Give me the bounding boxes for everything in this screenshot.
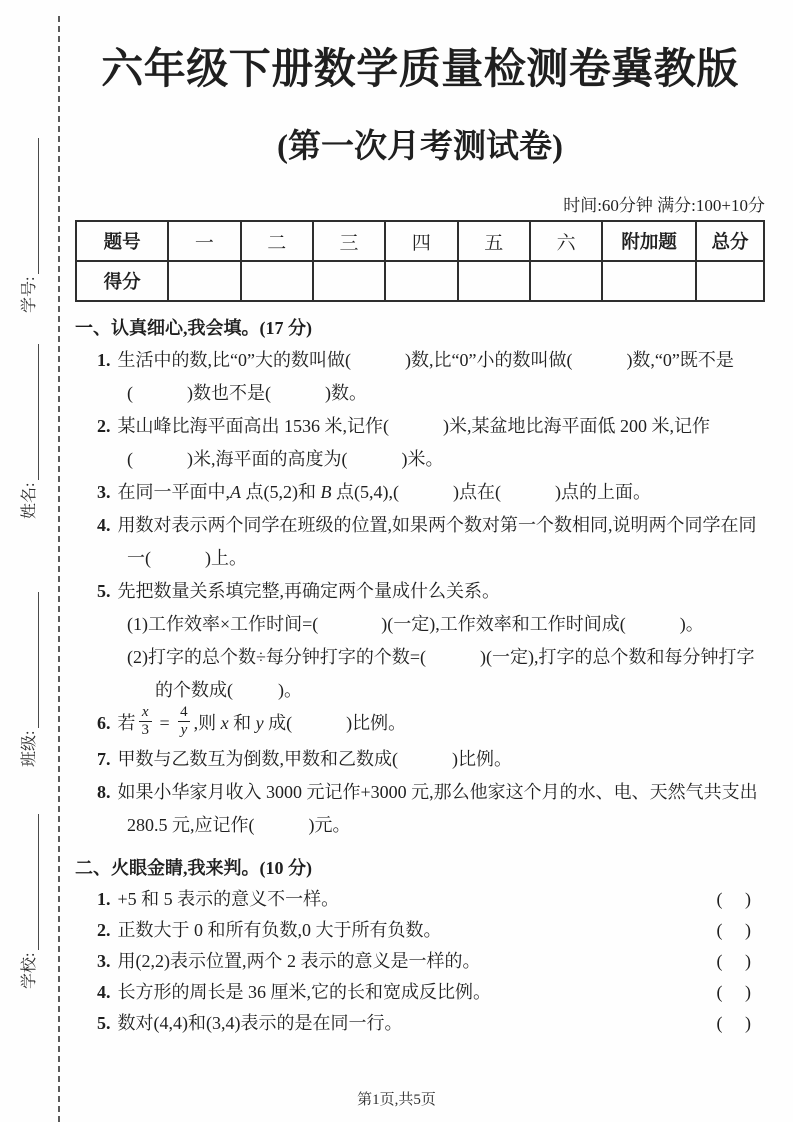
fill-question-item: [97, 743, 765, 776]
judge-answer-brackets: ( ): [716, 888, 751, 909]
question-line: [97, 575, 765, 608]
section-heading: 一、认真细心,我会填。(17 分): [75, 318, 312, 338]
sidebar-dashed-divider: [58, 16, 60, 1122]
fraction-numerator: 4: [180, 704, 188, 721]
sidebar-field-class: [13, 555, 39, 767]
question-text: [97, 946, 481, 977]
text-segment: 先把数量关系填完整,再确定两个量成什么关系。: [117, 581, 500, 601]
sidebar-field-school: [13, 777, 39, 989]
sidebar-field-label: 学校:: [21, 952, 38, 989]
text-segment: 点(5,4),( )点在( )点的上面。: [331, 482, 651, 502]
score-cell-empty: [458, 261, 530, 301]
page-title: 六年级下册数学质量检测卷冀教版: [101, 47, 739, 93]
text-segment: 用(2,2)表示位置,两个 2 表示的意义是一样的。: [117, 950, 481, 971]
judge-answer-brackets: ( ): [716, 919, 751, 940]
fill-question-item: [97, 410, 765, 476]
text-segment: 正数大于 0 和所有负数,0 大于所有负数。: [117, 919, 442, 940]
sidebar-field-label: 班级:: [21, 730, 38, 767]
score-table-header-cell: 二: [241, 221, 313, 261]
question-number: 6.: [97, 713, 111, 733]
question-text: [97, 884, 339, 915]
sidebar-field-label: 学号:: [21, 276, 38, 313]
score-table-header-cell: 四: [385, 221, 457, 261]
score-cell-empty: [168, 261, 240, 301]
score-table-header-cell: 一: [168, 221, 240, 261]
judge-question-item: [97, 1008, 765, 1039]
sidebar-field-blank-line: [22, 592, 39, 728]
text-segment: 成( )比例。: [263, 713, 407, 733]
text-segment: 用数对表示两个同学在班级的位置,如果两个数对第一个数相同,说明两个同学在同一( )上。: [117, 515, 757, 568]
question-number: 4.: [97, 981, 111, 1002]
math-variable: x: [220, 713, 229, 733]
score-table-header-cell: 附加题: [602, 221, 696, 261]
text-segment: 某山峰比海平面高出 1536 米,记作( )米,某盆地比海平面低 200 米,记作( )米,海平面的高度为( )米。: [117, 416, 710, 469]
text-segment: (1)工作效率×工作时间=( )(一定),工作效率和工作时间成( )。: [127, 614, 704, 634]
score-table-header-cell: 五: [458, 221, 530, 261]
question-text: [97, 915, 442, 946]
judge-answer-brackets: ( ): [716, 1012, 751, 1033]
score-table-header-cell: 题号: [76, 221, 168, 261]
math-variable: B: [320, 482, 332, 502]
question-line: [97, 776, 765, 842]
question-number: 4.: [97, 515, 111, 535]
score-table-header-cell: 总分: [696, 221, 764, 261]
score-cell-empty: [241, 261, 313, 301]
question-line: [97, 743, 765, 776]
fill-question-item: [97, 575, 765, 707]
text-segment: 数对(4,4)和(3,4)表示的是在同一行。: [117, 1012, 403, 1033]
judge-answer-brackets: ( ): [716, 981, 751, 1002]
question-number: 7.: [97, 748, 111, 769]
question-subline: [97, 641, 765, 707]
text-segment: 甲数与乙数互为倒数,甲数和乙数成( )比例。: [117, 748, 512, 769]
fraction: [177, 704, 191, 740]
page-subtitle: (第一次月考测试卷): [277, 129, 563, 165]
judge-question-item: [97, 884, 765, 915]
question-line: [97, 476, 765, 509]
text-segment: =: [155, 713, 175, 733]
section-heading: 二、火眼金睛,我来判。(10 分): [75, 857, 312, 878]
exam-content: [75, 0, 765, 1039]
question-sections: [75, 313, 765, 1039]
fraction-denominator: 3: [139, 721, 153, 739]
text-segment: 长方形的周长是 36 厘米,它的长和宽成反比例。: [117, 981, 491, 1002]
judge-question-item: [97, 915, 765, 946]
score-table-header-cell: 六: [530, 221, 602, 261]
text-segment: 生活中的数,比“0”大的数叫做( )数,比“0”小的数叫做( )数,“0”既不是( )数也不是( )数。: [117, 350, 734, 403]
question-text: [97, 977, 491, 1008]
score-table-header-cell: 三: [313, 221, 385, 261]
question-text: [97, 1008, 402, 1039]
math-variable: y: [255, 713, 264, 733]
fill-question-item: [97, 344, 765, 410]
question-line: [97, 509, 765, 575]
text-segment: 如果小华家月收入 3000 元记作+3000 元,那么他家这个月的水、电、天然气共支出 280.5 元,应记作( )元。: [117, 781, 758, 835]
sidebar-field-blank-line: [22, 344, 39, 480]
question-number: 2.: [97, 919, 111, 940]
text-segment: +5 和 5 表示的意义不一样。: [117, 888, 340, 909]
fill-question-item: [97, 704, 765, 743]
fraction-numerator: x: [141, 704, 149, 721]
exam-meta: 时间:60分钟 满分:100+10分: [563, 196, 765, 215]
score-table: [75, 220, 765, 302]
fill-question-item: [97, 476, 765, 509]
question-number: 3.: [97, 482, 111, 502]
text-segment: 在同一平面中,: [117, 482, 230, 502]
question-line: [97, 344, 765, 410]
fraction: [139, 704, 153, 740]
score-cell-empty: [530, 261, 602, 301]
question-subline: [97, 608, 765, 641]
fill-question-item: [97, 509, 765, 575]
question-number: 3.: [97, 950, 111, 971]
judge-answer-brackets: ( ): [716, 950, 751, 971]
math-variable: A: [230, 482, 241, 502]
fraction-denominator: y: [178, 721, 191, 739]
sidebar-field-blank-line: [22, 138, 39, 274]
score-cell-empty: [602, 261, 696, 301]
judge-question-item: [97, 977, 765, 1008]
question-line: [97, 704, 765, 743]
text-segment: ,则: [193, 713, 221, 733]
text-segment: 若: [117, 713, 136, 733]
sidebar-field-label: 姓名:: [21, 482, 38, 519]
judge-question-item: [97, 946, 765, 977]
question-number: 1.: [97, 888, 111, 909]
text-segment: 点(5,2)和: [241, 482, 321, 502]
question-number: 2.: [97, 416, 111, 436]
question-number: 5.: [97, 581, 111, 601]
sidebar-field-blank-line: [22, 814, 39, 950]
fill-question-item: [97, 776, 765, 842]
text-segment: 和: [228, 713, 256, 733]
sidebar-field-name: [13, 307, 39, 519]
score-cell-empty: [313, 261, 385, 301]
question-line: [97, 410, 765, 476]
question-number: 5.: [97, 1012, 111, 1033]
sidebar-field-student-id: [13, 101, 39, 313]
question-number: 8.: [97, 781, 111, 802]
page-footer: 第1页,共5页: [357, 1092, 436, 1108]
question-number: 1.: [97, 350, 111, 370]
score-row-label: 得分: [76, 261, 168, 301]
text-segment: (2)打字的总个数÷每分钟打字的个数=( )(一定),打字的总个数和每分钟打字的个数成( )。: [127, 647, 755, 700]
score-cell-empty: [696, 261, 764, 301]
score-cell-empty: [385, 261, 457, 301]
